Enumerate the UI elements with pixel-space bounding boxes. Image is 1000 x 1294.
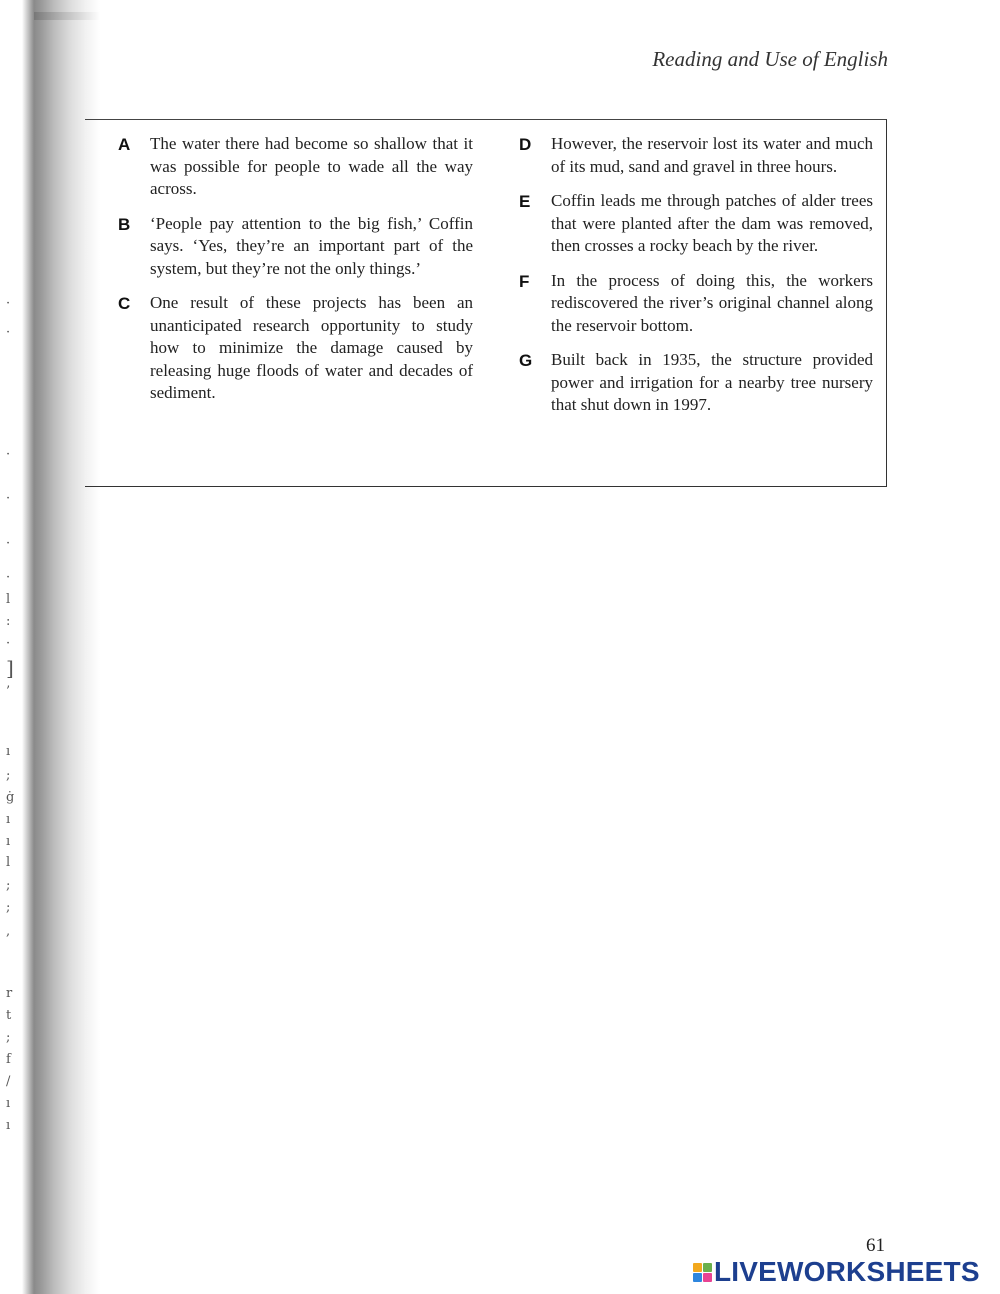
option-a bbox=[118, 133, 473, 201]
margin-mark: / bbox=[6, 1074, 11, 1089]
option-e bbox=[519, 190, 873, 258]
answer-options-box bbox=[85, 119, 887, 487]
margin-mark: ; bbox=[6, 768, 11, 783]
option-letter: G bbox=[519, 351, 533, 370]
option-text: ‘People pay attention to the big fish,’ Coffin says. ‘Yes, they’re an important part of the system, but they’re not the only things.’ bbox=[150, 213, 473, 278]
option-letter: E bbox=[519, 192, 531, 211]
margin-mark: · bbox=[6, 325, 11, 340]
margin-mark: ı bbox=[6, 834, 11, 849]
running-head: Reading and Use of English bbox=[652, 47, 888, 71]
margin-mark: : bbox=[6, 614, 11, 629]
margin-mark: l bbox=[6, 855, 11, 870]
margin-mark: ı bbox=[6, 1118, 11, 1133]
margin-mark: ] bbox=[6, 656, 14, 680]
margin-mark: ; bbox=[6, 1030, 11, 1045]
liveworksheets-watermark[interactable] bbox=[693, 1256, 980, 1288]
option-text: Built back in 1935, the structure provided power and irrigation for a nearby tree nursery that shut down in 1997. bbox=[551, 350, 873, 414]
margin-mark: · bbox=[6, 570, 11, 585]
margin-mark: ġ bbox=[6, 790, 15, 805]
margin-text-fragments bbox=[2, 0, 18, 1294]
option-letter: C bbox=[118, 294, 131, 313]
watermark-text: LIVEWORKSHEETS bbox=[714, 1256, 980, 1287]
margin-mark: t bbox=[6, 1008, 12, 1023]
liveworksheets-logo-icon bbox=[693, 1263, 712, 1282]
option-text: The water there had become so shallow that it was possible for people to wade all the way across. bbox=[150, 134, 473, 198]
option-text: Coffin leads me through patches of alder trees that were planted after the dam was removed, then crosses a rocky beach by the river. bbox=[551, 191, 873, 255]
option-c bbox=[118, 292, 473, 405]
option-g bbox=[519, 349, 873, 417]
margin-mark: ı bbox=[6, 744, 11, 759]
margin-mark: , bbox=[6, 924, 11, 939]
option-text: In the process of doing this, the workers rediscovered the river’s original channel along the reservoir bottom. bbox=[551, 270, 873, 335]
margin-mark: · bbox=[6, 636, 11, 651]
margin-mark: ı bbox=[6, 1096, 11, 1111]
option-letter: F bbox=[519, 271, 530, 291]
margin-mark: f bbox=[6, 1052, 11, 1067]
option-text: However, the reservoir lost its water and much of its mud, sand and gravel in three hours. bbox=[551, 134, 873, 176]
margin-mark: ; bbox=[6, 900, 11, 915]
margin-mark: ; bbox=[6, 878, 11, 893]
page-corner-shadow bbox=[34, 12, 100, 20]
option-b bbox=[118, 213, 473, 281]
margin-mark: r bbox=[6, 986, 13, 1001]
margin-mark: l bbox=[6, 592, 11, 607]
margin-mark: ’ bbox=[6, 684, 11, 699]
options-column-left bbox=[118, 133, 473, 417]
option-d bbox=[519, 133, 873, 178]
option-text: One result of these projects has been an unanticipated research opportunity to study how to minimize the damage caused by releasing huge floods of water and decades of sediment. bbox=[150, 293, 473, 402]
margin-mark: · bbox=[6, 447, 11, 462]
option-letter: A bbox=[118, 135, 131, 154]
option-letter: D bbox=[519, 135, 532, 154]
margin-mark: · bbox=[6, 296, 11, 311]
option-letter: B bbox=[118, 214, 131, 234]
margin-mark: ı bbox=[6, 812, 11, 827]
margin-mark: · bbox=[6, 491, 11, 506]
options-column-right bbox=[519, 133, 873, 429]
option-f bbox=[519, 270, 873, 338]
page-number: 61 bbox=[866, 1235, 885, 1256]
margin-mark: · bbox=[6, 536, 11, 551]
